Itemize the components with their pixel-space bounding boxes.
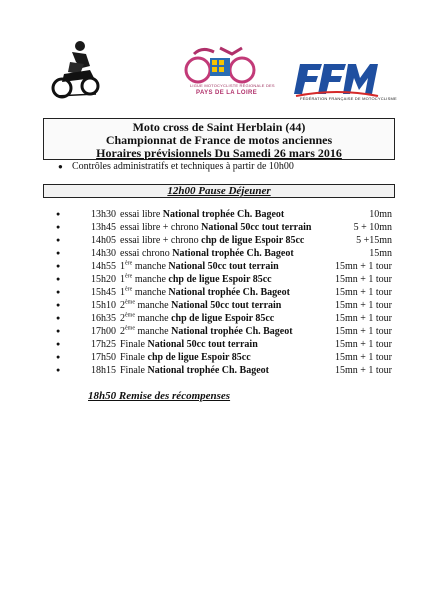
session-duration: 10mn — [369, 209, 392, 220]
session-type: manche — [132, 287, 169, 298]
session-duration: 15mn + 1 tour — [334, 274, 392, 285]
lunch-break-box — [43, 184, 395, 198]
session-type: essai libre + chrono — [120, 222, 202, 233]
session-type: essai libre + chrono — [120, 235, 202, 246]
race-number: 1 — [120, 261, 125, 272]
schedule-row — [0, 325, 436, 338]
schedule-row — [0, 234, 436, 247]
schedule-row — [0, 299, 436, 312]
bullet-icon: ● — [56, 327, 61, 335]
category-name: National trophée Ch. Bageot — [171, 326, 293, 337]
schedule-description — [120, 312, 274, 325]
schedule-time: 13h45 — [91, 222, 116, 233]
event-header — [43, 118, 395, 160]
schedule-description — [120, 234, 304, 247]
schedule-description — [120, 364, 269, 377]
schedule-description — [120, 247, 294, 260]
bullet-icon: ● — [56, 275, 61, 283]
schedule-row — [0, 286, 436, 299]
race-number: 2 — [120, 326, 125, 337]
category-name: National 50cc tout terrain — [147, 339, 258, 350]
session-duration: 15mn + 1 tour — [334, 365, 392, 376]
ordinal-suffix: ème — [125, 299, 135, 306]
session-type: manche — [135, 300, 172, 311]
session-type: Finale — [120, 352, 148, 363]
schedule-description — [120, 208, 284, 221]
controls-text: Contrôles administratifs et techniques à partir de 10h00 — [72, 161, 294, 172]
schedule-description — [120, 221, 311, 234]
bullet-icon: ● — [56, 314, 61, 322]
category-name: chp de ligue Espoir 85cc — [168, 274, 272, 285]
schedule-time: 17h25 — [91, 339, 116, 350]
bullet-icon: ● — [56, 262, 61, 270]
schedule-description — [120, 299, 281, 312]
schedule-time: 17h50 — [91, 352, 116, 363]
awards-ceremony: 18h50 Remise des récompenses — [88, 390, 231, 402]
session-duration: 15mn + 1 tour — [334, 313, 392, 324]
schedule-time: 14h05 — [91, 235, 116, 246]
schedule-description — [120, 338, 258, 351]
category-name: National trophée Ch. Bageot — [147, 365, 269, 376]
pdl-name: PAYS DE LA LOIRE — [196, 90, 258, 96]
ordinal-suffix: ème — [125, 325, 135, 332]
session-duration: 15mn + 1 tour — [334, 339, 392, 350]
schedule-row — [0, 364, 436, 377]
motocross-rider-logo — [50, 38, 100, 100]
controls-note — [58, 161, 294, 172]
session-duration: 15mn + 1 tour — [334, 300, 392, 311]
ffm-caption: FÉDÉRATION FRANÇAISE DE MOTOCYCLISME — [300, 96, 397, 101]
schedule-description — [120, 325, 293, 338]
category-name: National trophée Ch. Bageot — [162, 209, 285, 220]
schedule-time: 17h00 — [91, 326, 116, 337]
category-name: National 50cc tout terrain — [171, 300, 282, 311]
schedule-time: 16h35 — [91, 313, 116, 324]
session-duration: 5 +15mn — [356, 235, 392, 246]
schedule-time: 13h30 — [91, 209, 116, 220]
schedule-time: 14h30 — [91, 248, 116, 259]
category-name: National 50cc tout terrain — [168, 261, 279, 272]
session-duration: 15mn + 1 tour — [334, 287, 392, 298]
schedule-row — [0, 312, 436, 325]
ordinal-suffix: ère — [125, 260, 133, 267]
bullet-icon: ● — [56, 210, 61, 218]
race-number: 1 — [120, 274, 125, 285]
bullet-icon: ● — [56, 249, 61, 257]
bullet-icon: ● — [56, 340, 61, 348]
logo-strip — [0, 0, 436, 110]
race-number: 2 — [120, 300, 125, 311]
race-number: 2 — [120, 313, 125, 324]
category-name: National trophée Ch. Bageot — [172, 248, 294, 259]
event-title: Moto cross de Saint Herblain (44) — [132, 120, 306, 134]
session-duration: 15mn + 1 tour — [334, 352, 392, 363]
schedule-time: 18h15 — [91, 365, 116, 376]
session-type: Finale — [120, 365, 148, 376]
ordinal-suffix: ème — [125, 312, 135, 319]
race-number: 1 — [120, 287, 125, 298]
bullet-icon: ● — [56, 288, 61, 296]
schedule-description — [120, 273, 272, 286]
schedule-date-title: Horaires prévisionnels Du Samedi 26 mars 2016 — [96, 146, 342, 160]
session-type: manche — [132, 274, 169, 285]
schedule-time: 15h20 — [91, 274, 116, 285]
session-duration: 15mn — [369, 248, 392, 259]
session-duration: 5 + 10mn — [353, 222, 392, 233]
bullet-icon: ● — [56, 223, 61, 231]
category-name: National trophée Ch. Bageot — [168, 287, 290, 298]
bullet-icon: ● — [56, 353, 61, 361]
session-type: essai chrono — [120, 248, 173, 259]
schedule-description — [120, 260, 279, 273]
category-name: National 50cc tout terrain — [201, 222, 312, 233]
session-type: essai libre — [120, 209, 163, 220]
bullet-icon: ● — [56, 366, 61, 374]
session-type: manche — [135, 313, 172, 324]
session-type: manche — [132, 261, 169, 272]
bullet-icon: ● — [58, 162, 63, 171]
schedule-row — [0, 208, 436, 221]
schedule-row — [0, 260, 436, 273]
schedule-row — [0, 338, 436, 351]
schedule-row — [0, 273, 436, 286]
session-duration: 15mn + 1 tour — [334, 261, 392, 272]
schedule-description — [120, 286, 290, 299]
championship-title: Championnat de France de motos anciennes — [105, 133, 333, 147]
ordinal-suffix: ère — [125, 273, 133, 280]
pdl-caption: LIGUE MOTOCYCLISTE RÉGIONALE DES — [190, 83, 275, 88]
schedule-row — [0, 351, 436, 364]
ordinal-suffix: ère — [125, 286, 133, 293]
bullet-icon: ● — [56, 236, 61, 244]
schedule-row — [0, 247, 436, 260]
category-name: chp de ligue Espoir 85cc — [147, 352, 251, 363]
category-name: chp de ligue Espoir 85cc — [171, 313, 275, 324]
schedule-description — [120, 351, 251, 364]
bullet-icon: ● — [56, 301, 61, 309]
schedule-time: 14h55 — [91, 261, 116, 272]
schedule-row — [0, 221, 436, 234]
session-type: Finale — [120, 339, 148, 350]
session-type: manche — [135, 326, 172, 337]
lunch-break-text: 12h00 Pause Déjeuner — [167, 185, 271, 197]
session-duration: 15mn + 1 tour — [334, 326, 392, 337]
category-name: chp de ligue Espoir 85cc — [201, 235, 305, 246]
pays-de-la-loire-logo — [180, 44, 260, 106]
schedule-time: 15h10 — [91, 300, 116, 311]
schedule-time: 15h45 — [91, 287, 116, 298]
